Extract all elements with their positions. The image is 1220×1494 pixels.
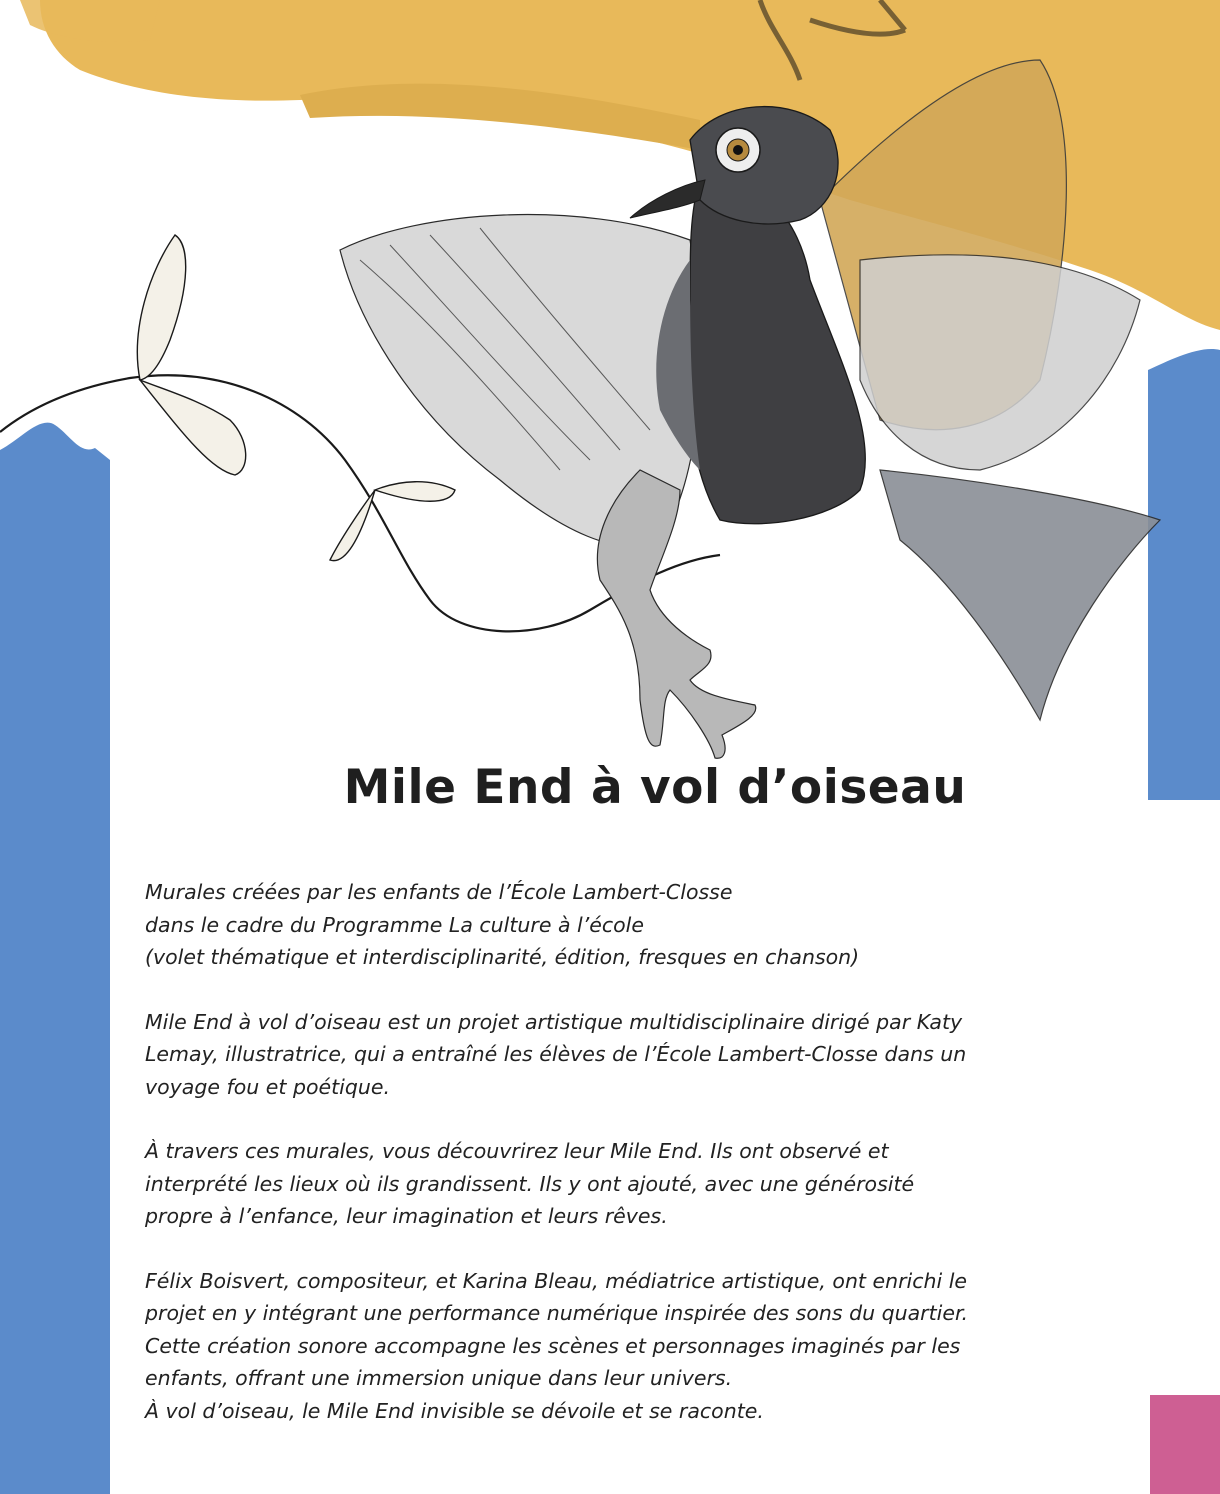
text-line: (volet thématique et interdisciplinarité, édition, fresques en chanson) [145,945,860,969]
text-line: Félix Boisvert, compositeur, et Karina Bleau, médiatrice artistique, ont enrichi le [145,1268,968,1293]
description [145,876,1155,1459]
blue-paint-right [1148,349,1220,800]
page-title: Mile End à vol d’oiseau [343,760,967,815]
blue-paint-left [0,423,110,1494]
paragraph-murals [145,1135,1155,1233]
text-line: interprété les lieux où ils grandissent. Ils y ont ajouté, avec une générosité [145,1171,915,1196]
paragraph-project [145,1006,1155,1104]
text-line: Cette création sonore accompagne les scènes et personnages imaginés par les [145,1333,961,1358]
text-line: À travers ces murales, vous découvrirez leur Mile End. Ils ont observé et [145,1139,889,1163]
text-line: Murales créées par les enfants de l’École Lambert-Closse [145,880,733,904]
maple-seed-icon [137,235,245,475]
text-line: À vol d’oiseau, le Mile End invisible se dévoile et se raconte. [145,1398,764,1423]
text-line: enfants, offrant une immersion unique dans leur univers. [145,1366,733,1390]
pink-accent-block [1150,1395,1220,1494]
text-line: Lemay, illustratrice, qui a entraîné les élèves de l’École Lambert-Closse dans un [145,1042,967,1066]
text-line: projet en y intégrant une performance numérique inspirée des sons du quartier. [145,1301,969,1325]
paragraph-sound [145,1265,1155,1428]
paragraph-credits [145,876,1155,974]
text-line: propre à l’enfance, leur imagination et leurs rêves. [145,1204,668,1228]
text-line: dans le cadre du Programme La culture à l’école [145,912,644,937]
text-line: Mile End à vol d’oiseau est un projet artistique multidisciplinaire dirigé par Katy [145,1009,963,1034]
maple-seed-icon [330,482,455,561]
text-line: voyage fou et poétique. [145,1074,390,1099]
